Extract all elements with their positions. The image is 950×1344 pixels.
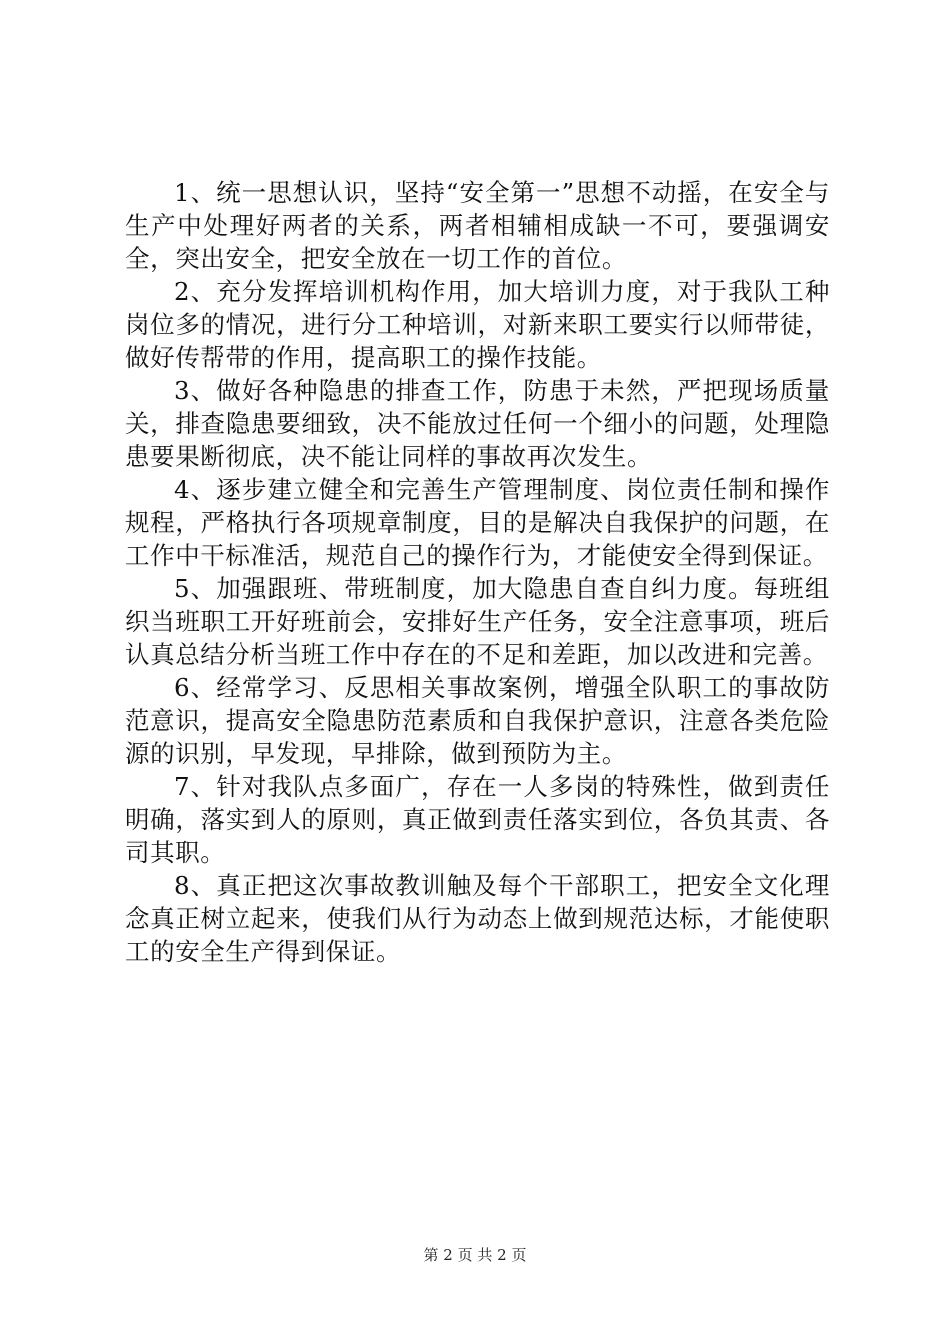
- paragraph-1: 1、统一思想认识，坚持“安全第一”思想不动摇，在安全与生产中处理好两者的关系，两者相辅相成缺一不可，要强调安全，突出安全，把安全放在一切工作的首位。: [125, 178, 830, 273]
- page-number-footer: 第 2 页 共 2 页: [423, 1246, 527, 1264]
- paragraph-7: 7、针对我队点多面广，存在一人多岗的特殊性，做到责任明确，落实到人的原则，真正做到责任落实到位，各负其责、各司其职。: [125, 772, 830, 867]
- paragraph-4: 4、逐步建立健全和完善生产管理制度、岗位责任制和操作规程，严格执行各项规章制度，目的是解决自我保护的问题，在工作中干标准活，规范自己的操作行为，才能使安全得到保证。: [125, 475, 830, 570]
- paragraph-8: 8、真正把这次事故教训触及每个干部职工，把安全文化理念真正树立起来，使我们从行为动态上做到规范达标，才能使职工的安全生产得到保证。: [125, 871, 830, 966]
- paragraph-6: 6、经常学习、反思相关事故案例，增强全队职工的事故防范意识，提高安全隐患防范素质和自我保护意识，注意各类危险源的识别，早发现，早排除，做到预防为主。: [125, 673, 830, 768]
- paragraph-2: 2、充分发挥培训机构作用，加大培训力度，对于我队工种岗位多的情况，进行分工种培训，对新来职工要实行以师带徒，做好传帮带的作用，提高职工的操作技能。: [125, 277, 830, 372]
- paragraph-5: 5、加强跟班、带班制度，加大隐患自查自纠力度。每班组织当班职工开好班前会，安排好生产任务，安全注意事项，班后认真总结分析当班工作中存在的不足和差距，加以改进和完善。: [125, 574, 830, 669]
- document-body: [125, 176, 830, 968]
- paragraph-3: 3、做好各种隐患的排查工作，防患于未然，严把现场质量关，排查隐患要细致，决不能放过任何一个细小的问题，处理隐患要果断彻底，决不能让同样的事故再次发生。: [125, 376, 830, 471]
